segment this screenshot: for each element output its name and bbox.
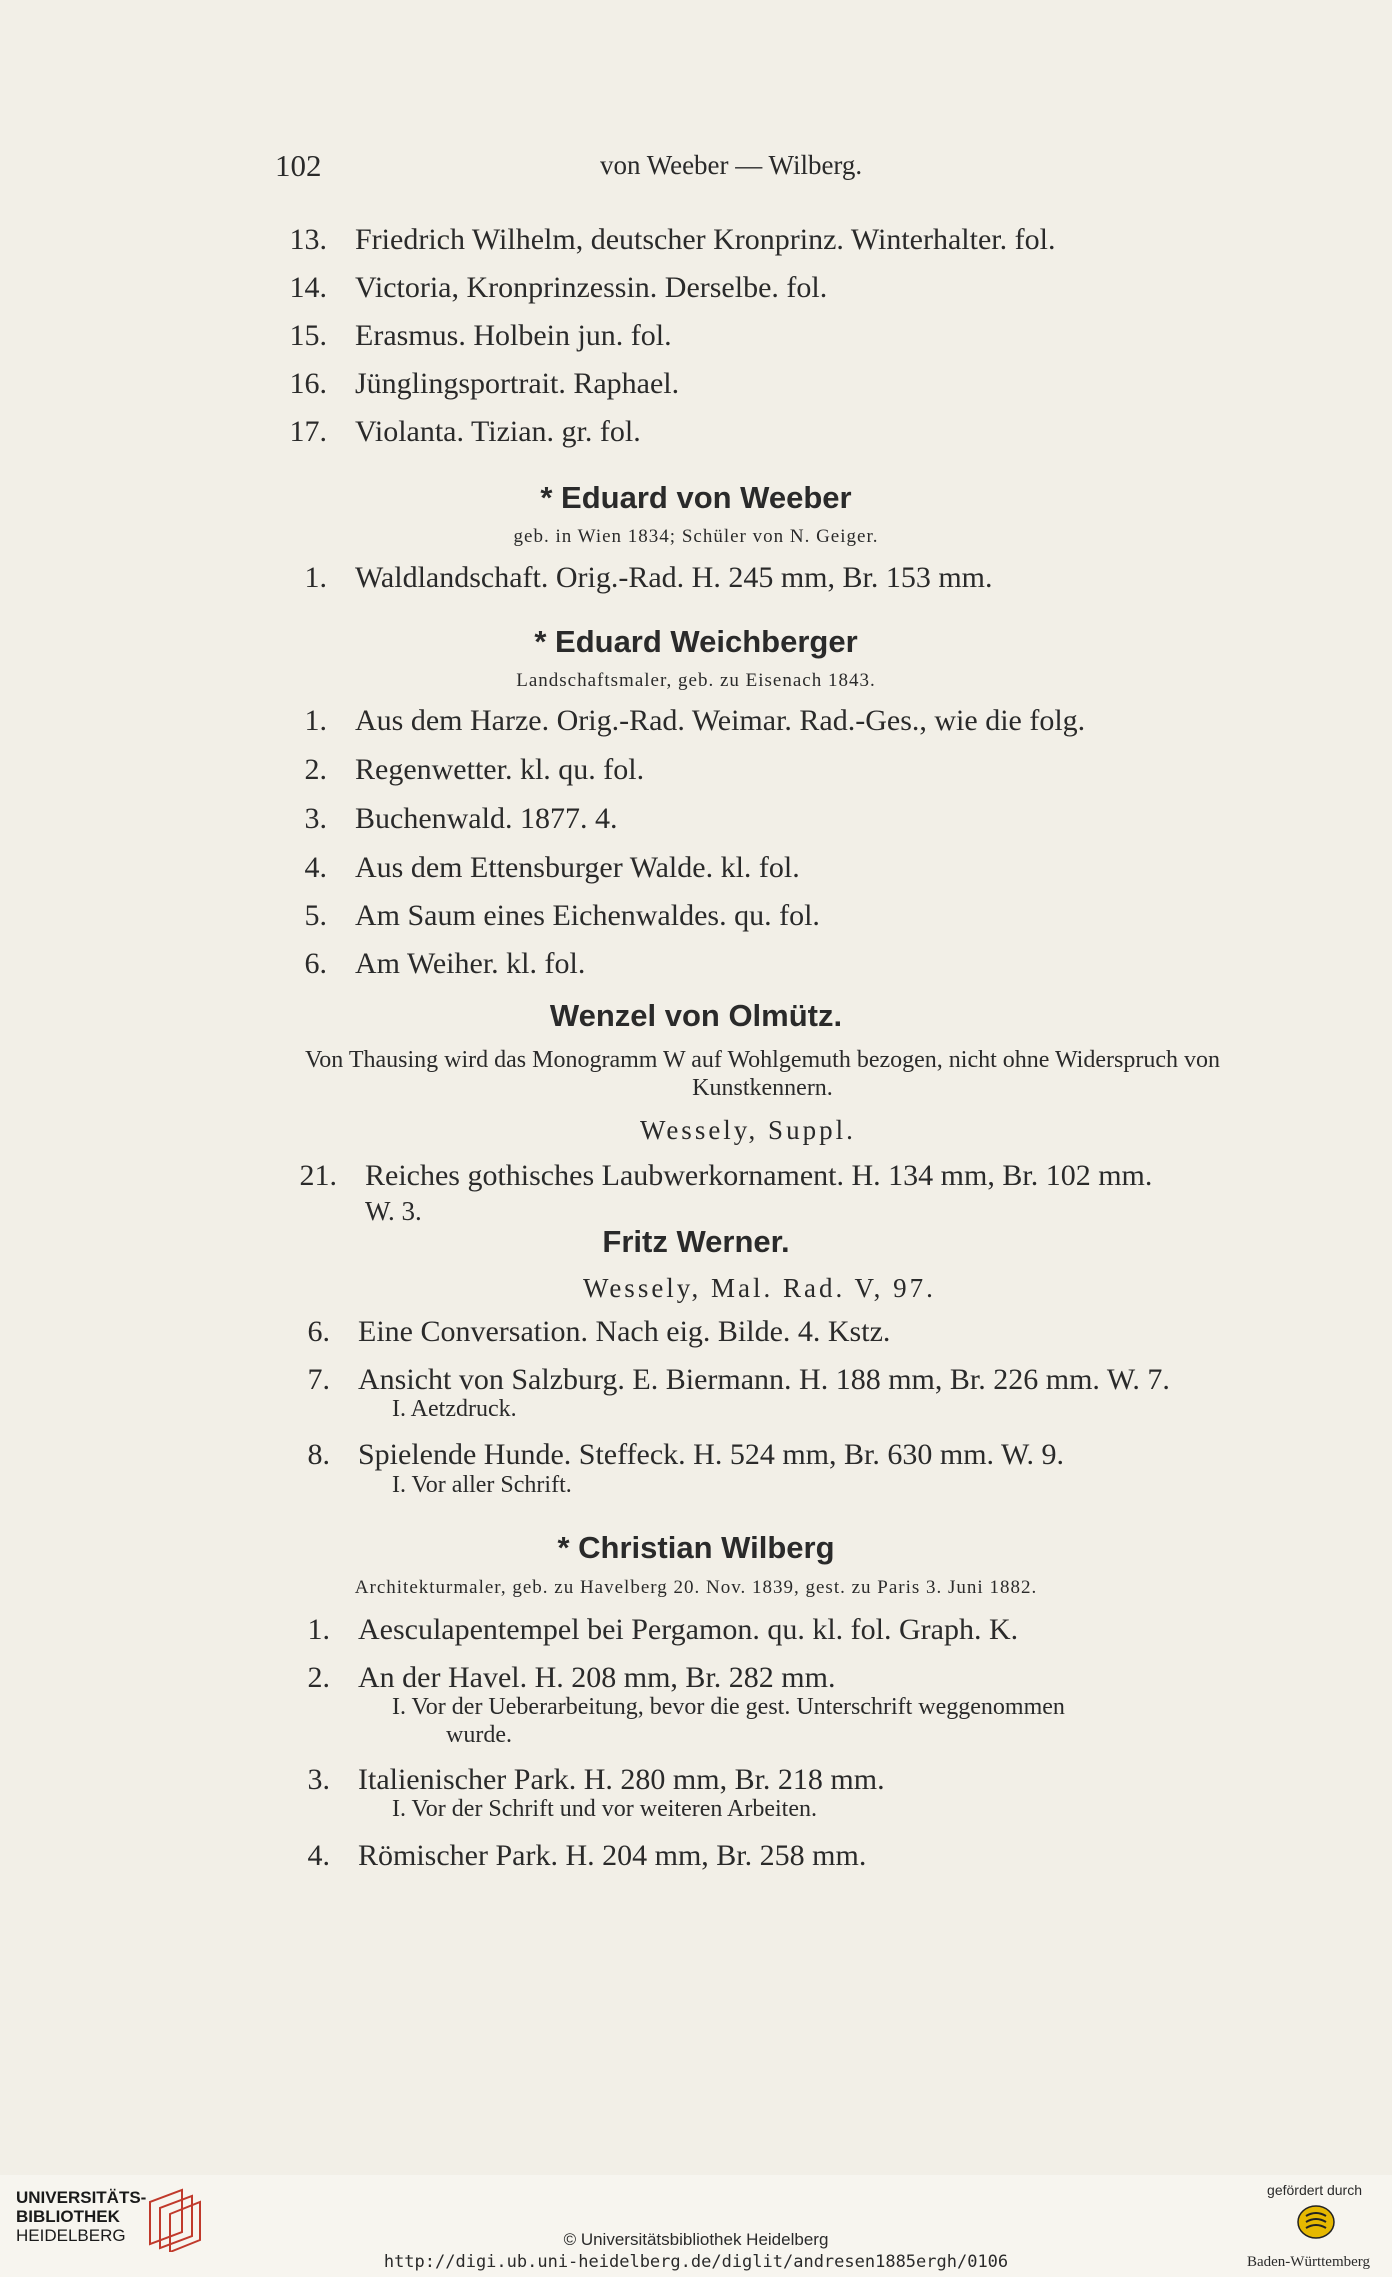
list-item: 7. Ansicht von Salzburg. E. Biermann. H. 188 mm, Br. 226 mm. W. 7.: [307, 1363, 1170, 1396]
list-item-continuation: W. 3.: [365, 1196, 422, 1226]
list-item: 5. Am Saum eines Eichenwaldes. qu. fol.: [304, 899, 820, 932]
list-item: 2. Regenwetter. kl. qu. fol.: [304, 753, 645, 786]
section-heading: Wenzel von Olmütz.: [549, 998, 843, 1033]
state-note: I. Vor aller Schrift.: [392, 1472, 572, 1498]
funding-label: gefördert durch: [1267, 2182, 1362, 2198]
permalink[interactable]: http://digi.ub.uni-heidelberg.de/diglit/andresen1885ergh/0106: [383, 2252, 1009, 2272]
list-item: 3. Italienischer Park. H. 280 mm, Br. 218 mm.: [307, 1763, 885, 1796]
list-item: 17. Violanta. Tizian. gr. fol.: [289, 415, 641, 448]
list-item: 1. Aesculapentempel bei Pergamon. qu. kl. fol. Graph. K.: [307, 1613, 1019, 1646]
state-note-continuation: wurde.: [446, 1722, 512, 1748]
section-note: Architekturmaler, geb. zu Havelberg 20. Nov. 1839, gest. zu Paris 3. Juni 1882.: [354, 1577, 1038, 1598]
section-paragraph: Von Thausing wird das Monogramm W auf Wohlgemuth bezogen, nicht ohne Widerspruch von Kunstkennern.: [305, 1047, 1220, 1101]
section-heading: * Christian Wilberg: [557, 1530, 835, 1565]
list-item: 16. Jünglingsportrait. Raphael.: [289, 367, 680, 400]
list-item: 15. Erasmus. Holbein jun. fol.: [289, 319, 672, 352]
list-item: 6. Am Weiher. kl. fol.: [304, 947, 586, 980]
page-number: 102: [275, 148, 322, 183]
list-item: 6. Eine Conversation. Nach eig. Bilde. 4. Kstz.: [307, 1315, 891, 1348]
source-reference: Wessely, Mal. Rad. V, 97.: [583, 1273, 936, 1303]
section-note: geb. in Wien 1834; Schüler von N. Geiger.: [513, 526, 879, 547]
state-note: I. Aetzdruck.: [392, 1396, 517, 1422]
section-heading: Fritz Werner.: [602, 1224, 790, 1259]
list-item: 13. Friedrich Wilhelm, deutscher Kronprinz. Winterhalter. fol.: [289, 223, 1056, 256]
section-note: Landschaftsmaler, geb. zu Eisenach 1843.: [516, 670, 876, 691]
state-note: I. Vor der Ueberarbeitung, bevor die gest. Unterschrift weggenommen: [392, 1694, 1065, 1720]
list-item: 4. Römischer Park. H. 204 mm, Br. 258 mm.: [307, 1839, 867, 1872]
list-item: 3. Buchenwald. 1877. 4.: [304, 802, 618, 835]
source-reference: Wessely, Suppl.: [640, 1115, 856, 1145]
list-item: 21. Reiches gothisches Laubwerkornament. H. 134 mm, Br. 102 mm.: [299, 1159, 1153, 1192]
list-item: 1. Waldlandschaft. Orig.-Rad. H. 245 mm, Br. 153 mm.: [304, 561, 993, 594]
state-label: Baden-Württemberg: [1246, 2254, 1370, 2270]
list-item: 1. Aus dem Harze. Orig.-Rad. Weimar. Rad.-Ges., wie die folg.: [304, 704, 1086, 737]
copyright-notice: © Universitätsbibliothek Heidelberg: [563, 2230, 829, 2249]
section-heading: * Eduard Weichberger: [534, 624, 858, 659]
logo-text: UNIVERSITÄTS- BIBLIOTHEK HEIDELBERG: [16, 2188, 147, 2245]
state-coat-of-arms-icon: [1296, 2204, 1336, 2240]
list-item: 14. Victoria, Kronprinzessin. Derselbe. fol.: [289, 271, 828, 304]
list-item: 8. Spielende Hunde. Steffeck. H. 524 mm, Br. 630 mm. W. 9.: [307, 1438, 1065, 1471]
running-title: von Weeber — Wilberg.: [600, 150, 863, 180]
section-heading: * Eduard von Weeber: [540, 480, 852, 515]
state-note: I. Vor der Schrift und vor weiteren Arbeiten.: [392, 1796, 818, 1822]
list-item: 4. Aus dem Ettensburger Walde. kl. fol.: [304, 851, 800, 884]
list-item: 2. An der Havel. H. 208 mm, Br. 282 mm.: [307, 1661, 836, 1694]
